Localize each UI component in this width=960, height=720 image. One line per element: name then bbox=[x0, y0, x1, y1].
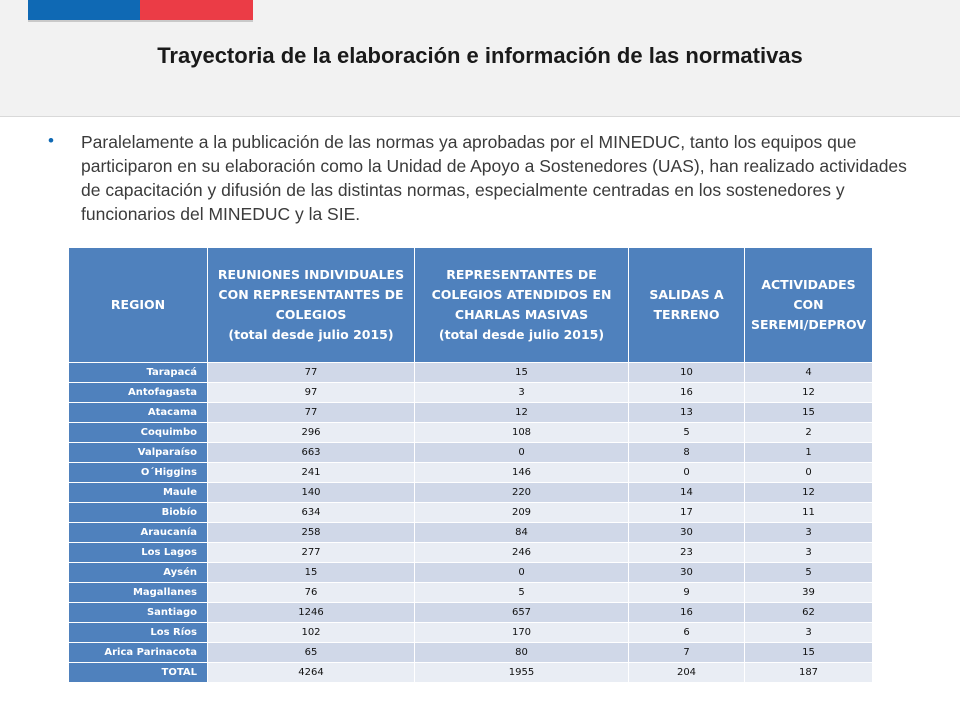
slide-header bbox=[0, 0, 960, 117]
column-header-sub: (total desde julio 2015) bbox=[228, 327, 394, 342]
column-header-main: REGION bbox=[110, 297, 166, 312]
value-cell: 258 bbox=[208, 523, 415, 543]
value-cell: 17 bbox=[629, 503, 745, 523]
table-row bbox=[69, 603, 873, 623]
value-cell: 12 bbox=[745, 483, 873, 503]
value-cell: 0 bbox=[629, 463, 745, 483]
value-cell: 4 bbox=[745, 363, 873, 383]
value-cell: 6 bbox=[629, 623, 745, 643]
table-header-row bbox=[69, 248, 873, 363]
table-body bbox=[69, 363, 873, 683]
table-row bbox=[69, 423, 873, 443]
table-row bbox=[69, 383, 873, 403]
table-row bbox=[69, 643, 873, 663]
value-cell: 14 bbox=[629, 483, 745, 503]
region-cell: Aysén bbox=[69, 563, 208, 583]
value-cell: 3 bbox=[415, 383, 629, 403]
region-cell: Los Lagos bbox=[69, 543, 208, 563]
bullet-text: Paralelamente a la publicación de las normas ya aprobadas por el MINEDUC, tanto los equipos que participaron en su elaboración como la Unidad de Apoyo a Sostenedores (UAS), han realizado actividades de capacitación y difusión de las distintas normas, especialmente centradas en los sostenedores y funcionarios del MINEDUC y la SIE. bbox=[81, 132, 907, 224]
value-cell: 108 bbox=[415, 423, 629, 443]
table-row bbox=[69, 523, 873, 543]
region-cell: Araucanía bbox=[69, 523, 208, 543]
value-cell: 84 bbox=[415, 523, 629, 543]
value-cell: 277 bbox=[208, 543, 415, 563]
value-cell: 0 bbox=[745, 463, 873, 483]
value-cell: 30 bbox=[629, 523, 745, 543]
value-cell: 7 bbox=[629, 643, 745, 663]
value-cell: 77 bbox=[208, 363, 415, 383]
table-row bbox=[69, 403, 873, 423]
region-cell: Los Ríos bbox=[69, 623, 208, 643]
value-cell: 246 bbox=[415, 543, 629, 563]
table-row bbox=[69, 543, 873, 563]
value-cell: 4264 bbox=[208, 663, 415, 683]
column-header-sub: (total desde julio 2015) bbox=[438, 327, 605, 342]
value-cell: 12 bbox=[415, 403, 629, 423]
column-header bbox=[69, 248, 208, 363]
value-cell: 187 bbox=[745, 663, 873, 683]
value-cell: 296 bbox=[208, 423, 415, 443]
value-cell: 0 bbox=[415, 443, 629, 463]
value-cell: 30 bbox=[629, 563, 745, 583]
region-cell: Biobío bbox=[69, 503, 208, 523]
value-cell: 8 bbox=[629, 443, 745, 463]
activities-table bbox=[68, 247, 873, 683]
value-cell: 5 bbox=[415, 583, 629, 603]
bullet-icon: • bbox=[48, 131, 54, 150]
region-cell: Atacama bbox=[69, 403, 208, 423]
value-cell: 15 bbox=[208, 563, 415, 583]
column-header bbox=[208, 248, 415, 363]
column-header-main: ACTIVIDADES CON SEREMI/DEPROV bbox=[750, 277, 867, 332]
table-row bbox=[69, 363, 873, 383]
value-cell: 3 bbox=[745, 523, 873, 543]
table-row bbox=[69, 623, 873, 643]
region-cell: Coquimbo bbox=[69, 423, 208, 443]
value-cell: 62 bbox=[745, 603, 873, 623]
column-header bbox=[629, 248, 745, 363]
value-cell: 39 bbox=[745, 583, 873, 603]
column-header bbox=[415, 248, 629, 363]
value-cell: 16 bbox=[629, 383, 745, 403]
value-cell: 10 bbox=[629, 363, 745, 383]
flag-underline bbox=[28, 20, 253, 22]
value-cell: 97 bbox=[208, 383, 415, 403]
value-cell: 146 bbox=[415, 463, 629, 483]
value-cell: 241 bbox=[208, 463, 415, 483]
value-cell: 65 bbox=[208, 643, 415, 663]
value-cell: 11 bbox=[745, 503, 873, 523]
value-cell: 1246 bbox=[208, 603, 415, 623]
value-cell: 170 bbox=[415, 623, 629, 643]
value-cell: 209 bbox=[415, 503, 629, 523]
value-cell: 15 bbox=[745, 643, 873, 663]
region-cell: O´Higgins bbox=[69, 463, 208, 483]
value-cell: 77 bbox=[208, 403, 415, 423]
region-cell: Arica Parinacota bbox=[69, 643, 208, 663]
table-row bbox=[69, 463, 873, 483]
flag-blue-stripe bbox=[28, 0, 140, 20]
bullet-paragraph bbox=[48, 130, 928, 226]
value-cell: 634 bbox=[208, 503, 415, 523]
column-header bbox=[745, 248, 873, 363]
value-cell: 3 bbox=[745, 543, 873, 563]
value-cell: 204 bbox=[629, 663, 745, 683]
page-title: Trayectoria de la elaboración e información de las normativas bbox=[157, 43, 803, 68]
value-cell: 76 bbox=[208, 583, 415, 603]
table-row bbox=[69, 483, 873, 503]
value-cell: 1 bbox=[745, 443, 873, 463]
value-cell: 663 bbox=[208, 443, 415, 463]
table-row bbox=[69, 443, 873, 463]
region-cell: TOTAL bbox=[69, 663, 208, 683]
table-row bbox=[69, 563, 873, 583]
column-header-main: REPRESENTANTES DE COLEGIOS ATENDIDOS EN CHARLAS MASIVAS bbox=[431, 267, 612, 322]
value-cell: 220 bbox=[415, 483, 629, 503]
value-cell: 23 bbox=[629, 543, 745, 563]
value-cell: 12 bbox=[745, 383, 873, 403]
value-cell: 80 bbox=[415, 643, 629, 663]
column-header-main: SALIDAS A TERRENO bbox=[649, 287, 724, 322]
value-cell: 15 bbox=[745, 403, 873, 423]
value-cell: 102 bbox=[208, 623, 415, 643]
table-row bbox=[69, 583, 873, 603]
region-cell: Santiago bbox=[69, 603, 208, 623]
region-cell: Maule bbox=[69, 483, 208, 503]
value-cell: 1955 bbox=[415, 663, 629, 683]
value-cell: 13 bbox=[629, 403, 745, 423]
value-cell: 5 bbox=[745, 563, 873, 583]
value-cell: 3 bbox=[745, 623, 873, 643]
value-cell: 140 bbox=[208, 483, 415, 503]
region-cell: Valparaíso bbox=[69, 443, 208, 463]
region-cell: Magallanes bbox=[69, 583, 208, 603]
region-cell: Tarapacá bbox=[69, 363, 208, 383]
flag-red-stripe bbox=[140, 0, 253, 20]
value-cell: 16 bbox=[629, 603, 745, 623]
region-cell: Antofagasta bbox=[69, 383, 208, 403]
table-row bbox=[69, 663, 873, 683]
value-cell: 2 bbox=[745, 423, 873, 443]
value-cell: 5 bbox=[629, 423, 745, 443]
value-cell: 15 bbox=[415, 363, 629, 383]
table-row bbox=[69, 503, 873, 523]
column-header-main: REUNIONES INDIVIDUALES CON REPRESENTANTES DE COLEGIOS bbox=[217, 267, 405, 322]
value-cell: 9 bbox=[629, 583, 745, 603]
value-cell: 657 bbox=[415, 603, 629, 623]
value-cell: 0 bbox=[415, 563, 629, 583]
